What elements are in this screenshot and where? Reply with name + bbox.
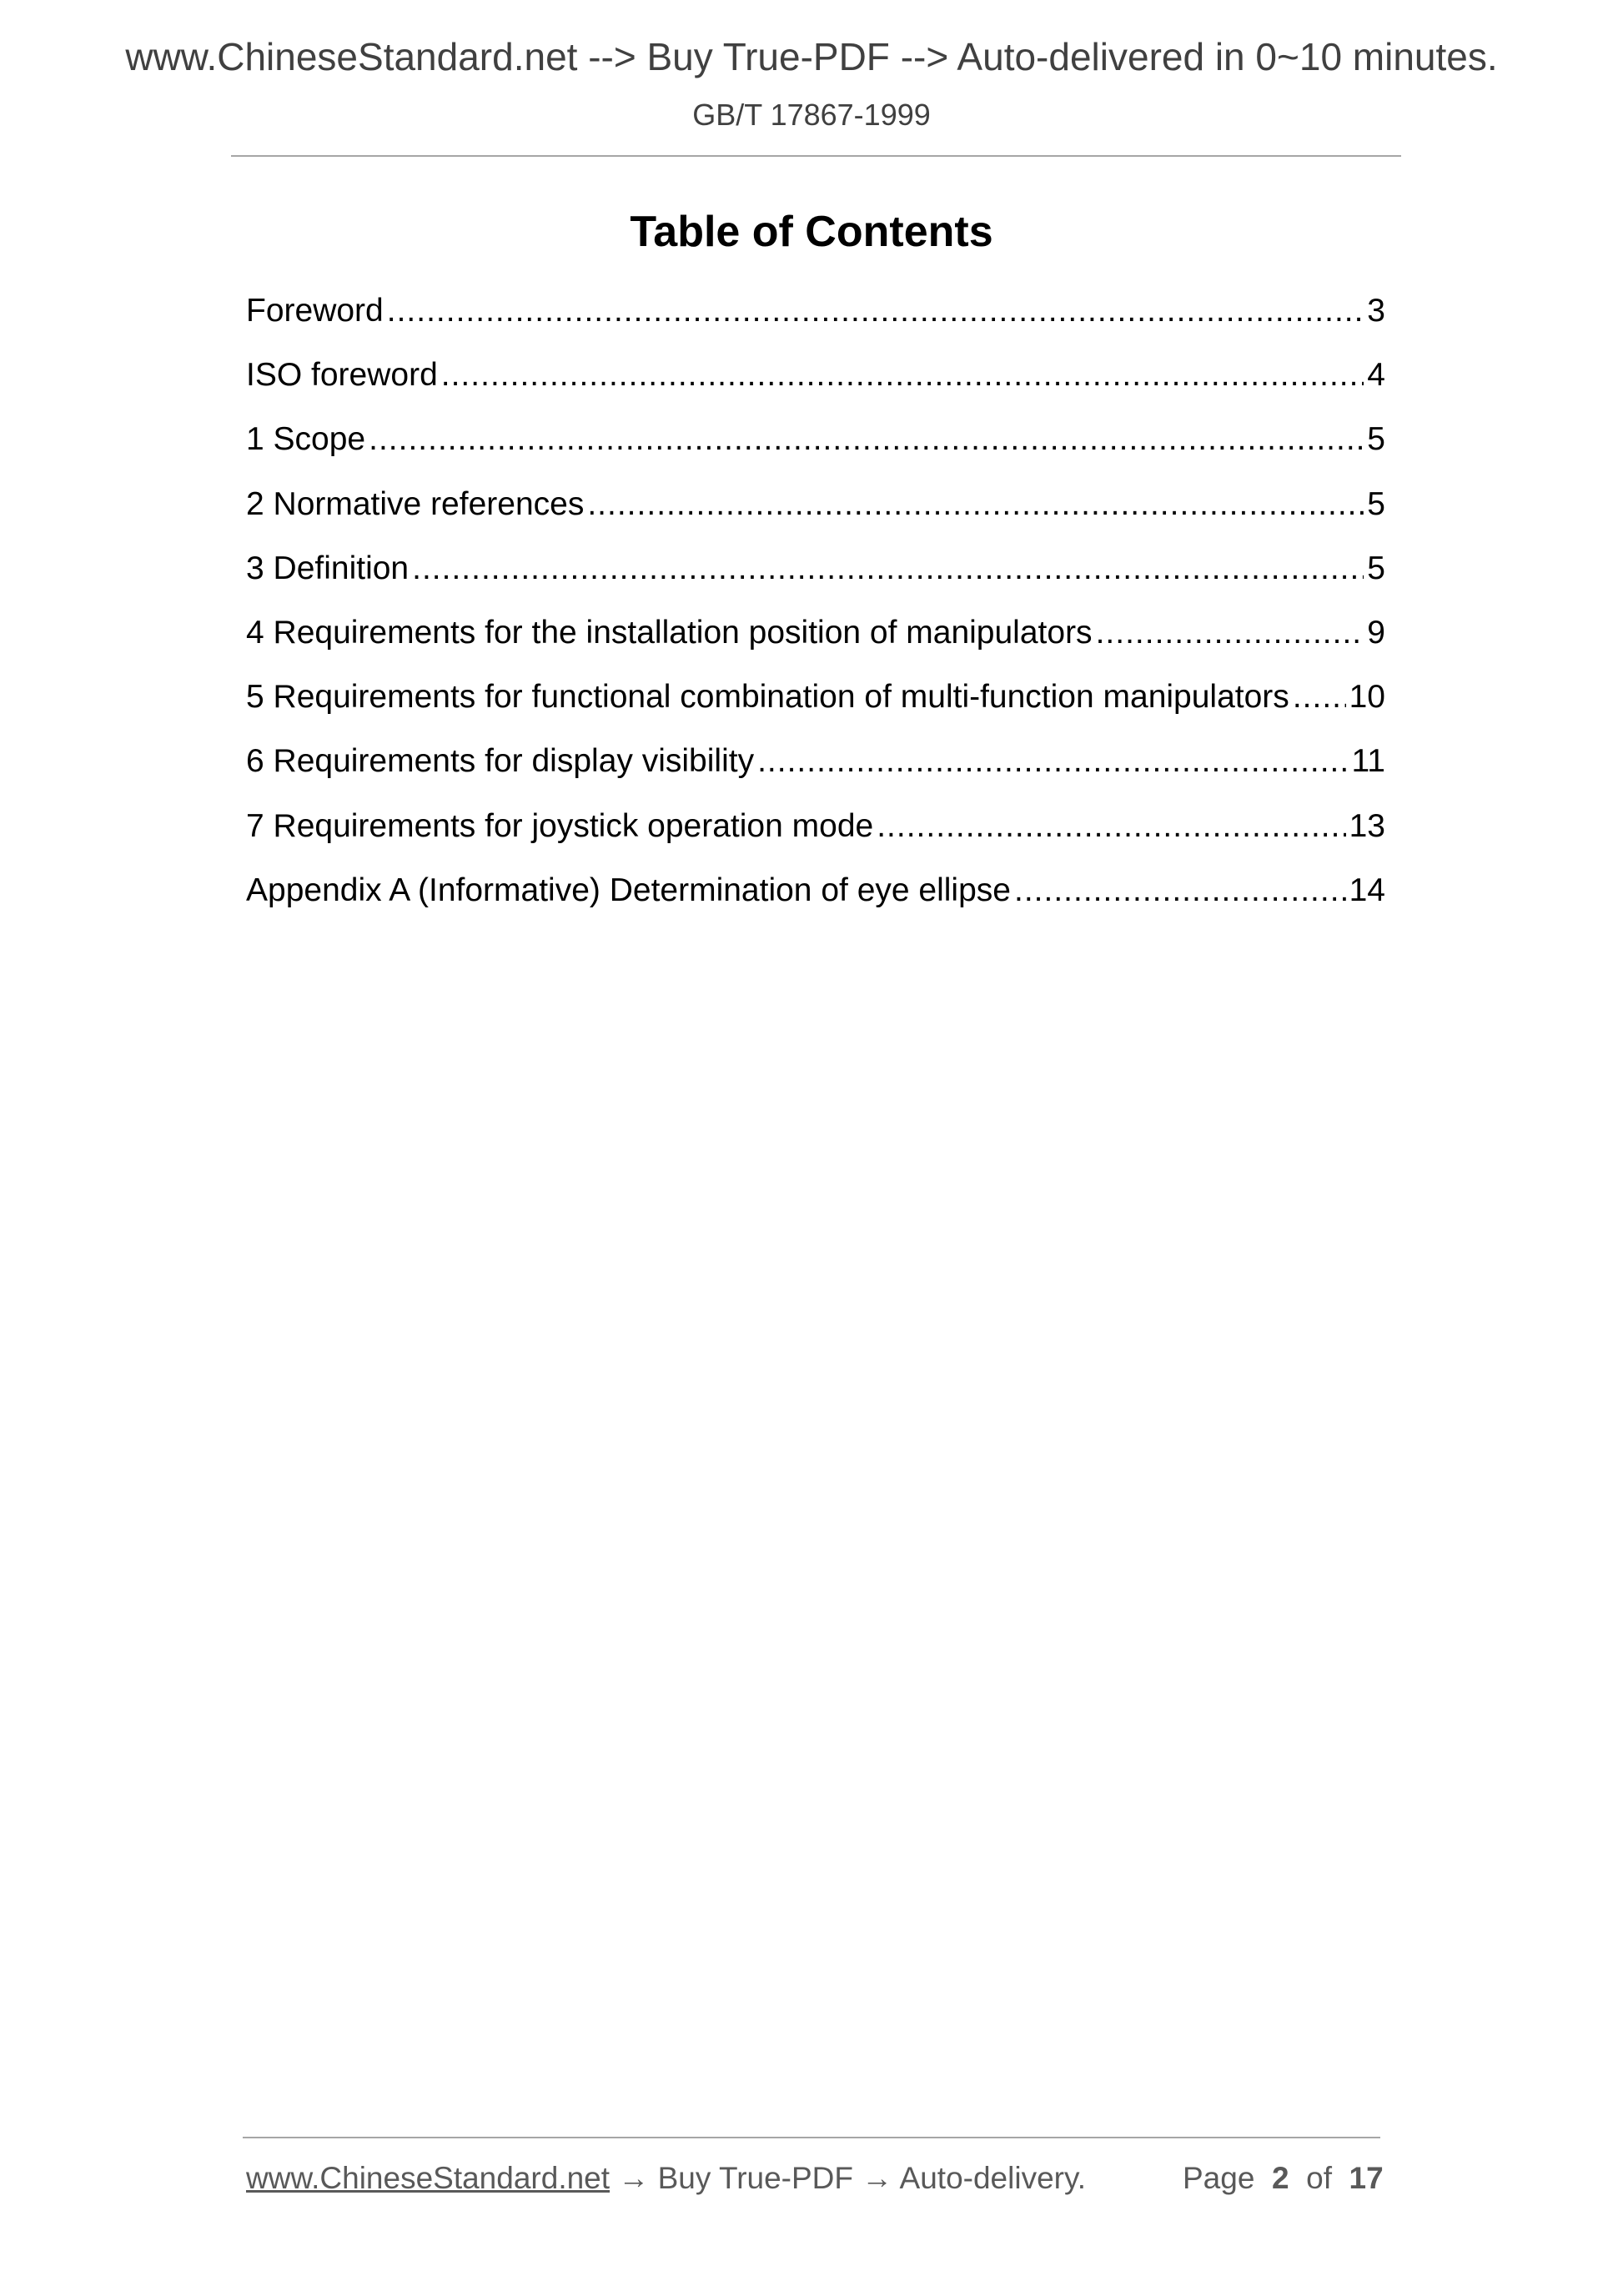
toc-entry-functional-combination[interactable]	[246, 668, 1385, 732]
toc-entry-normative-references[interactable]	[246, 475, 1385, 540]
toc-list	[246, 282, 1385, 926]
toc-entry-page: 5	[1367, 421, 1385, 458]
footer-delivery-text: Auto-delivery.	[899, 2161, 1087, 2195]
page-current: 2	[1271, 2161, 1289, 2195]
document-code: GB/T 17867-1999	[692, 98, 931, 132]
toc-entry-label: 4 Requirements for the installation position of manipulators	[246, 614, 1093, 651]
dot-leader	[877, 797, 1345, 856]
toc-entry-iso-foreword[interactable]	[246, 346, 1385, 410]
toc-entry-label: Foreword	[246, 293, 384, 329]
toc-entry-label: Appendix A (Informative) Determination of eye ellipse	[246, 872, 1011, 908]
header-divider	[231, 155, 1401, 157]
toc-entry-label: 2 Normative references	[246, 485, 585, 522]
dot-leader	[1293, 668, 1346, 726]
toc-entry-label: ISO foreword	[246, 357, 438, 394]
dot-leader	[387, 282, 1364, 340]
dot-leader	[1014, 862, 1346, 920]
toc-entry-label: 5 Requirements for functional combination of multi-function manipulators	[246, 679, 1289, 716]
toc-entry-label: 7 Requirements for joystick operation mode	[246, 807, 874, 844]
dot-leader	[441, 346, 1364, 404]
toc-entry-page: 5	[1367, 550, 1385, 586]
toc-entry-scope[interactable]	[246, 410, 1385, 475]
toc-entry-page: 13	[1349, 807, 1385, 844]
dot-leader	[369, 410, 1364, 469]
toc-entry-page: 14	[1349, 872, 1385, 908]
footer-buy-text: Buy True-PDF	[657, 2161, 854, 2195]
toc-entry-page: 11	[1351, 743, 1385, 780]
toc-entry-label: 6 Requirements for display visibility	[246, 743, 755, 780]
page-total: 17	[1349, 2161, 1384, 2195]
toc-entry-page: 4	[1367, 357, 1385, 394]
dot-leader	[412, 540, 1364, 598]
arrow-right-icon: →	[862, 2161, 893, 2195]
toc-entry-installation-position[interactable]	[246, 604, 1385, 668]
toc-entry-display-visibility[interactable]	[246, 732, 1385, 796]
dot-leader	[587, 475, 1364, 534]
page-indicator	[1183, 2157, 1384, 2200]
toc-entry-page: 10	[1349, 679, 1385, 716]
toc-title: Table of Contents	[630, 208, 993, 256]
top-banner: www.ChineseStandard.net --> Buy True-PDF --> Auto-delivered in 0~10 minutes.	[125, 35, 1498, 78]
page-of-label: of	[1306, 2161, 1332, 2195]
toc-entry-foreword[interactable]	[246, 282, 1385, 346]
toc-entry-joystick-operation[interactable]	[246, 797, 1385, 862]
toc-entry-page: 9	[1367, 614, 1385, 651]
toc-entry-label: 3 Definition	[246, 550, 410, 586]
footer-promo	[246, 2157, 1086, 2200]
toc-entry-page: 3	[1367, 293, 1385, 329]
footer-site-link[interactable]: www.ChineseStandard.net	[246, 2161, 611, 2195]
toc-entry-label: 1 Scope	[246, 421, 366, 458]
toc-entry-page: 5	[1367, 485, 1385, 522]
footer-divider	[243, 2137, 1380, 2138]
dot-leader	[757, 732, 1348, 791]
toc-entry-appendix-a[interactable]	[246, 862, 1385, 926]
page-label: Page	[1183, 2161, 1255, 2195]
toc-entry-definition[interactable]	[246, 540, 1385, 604]
dot-leader	[1096, 604, 1364, 662]
arrow-right-icon: →	[618, 2161, 650, 2195]
